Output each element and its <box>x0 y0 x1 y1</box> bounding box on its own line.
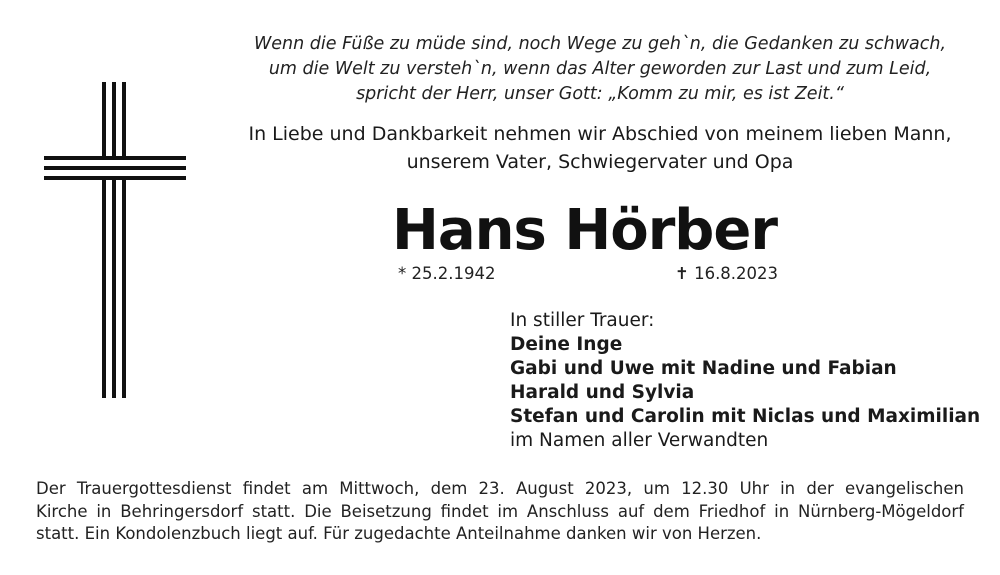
notice-line: statt. Ein Kondolenzbuch liegt auf. Für zugedachte Anteilnahme danken wir von Herzen. <box>36 524 762 543</box>
death-date: ✝ 16.8.2023 <box>675 264 779 283</box>
mourner-entry: Gabi und Uwe mit Nadine und Fabian <box>510 358 897 379</box>
poem-line: spricht der Herr, unser Gott: „Komm zu mir, es ist Zeit.“ <box>356 84 844 104</box>
cross-icon <box>40 82 190 402</box>
farewell-intro <box>200 120 1000 176</box>
service-notice <box>36 478 964 546</box>
notice-line: Kirche in Behringersdorf statt. Die Beisetzung findet im Anschluss auf dem Friedhof in Nürnberg-Mögeldorf <box>36 501 964 521</box>
mourner-entry: Deine Inge <box>510 334 623 355</box>
mourners-heading: In stiller Trauer: <box>510 310 655 331</box>
mourner-entry: Stefan und Carolin mit Niclas und Maximilian <box>510 406 981 427</box>
poem-verse <box>220 32 980 107</box>
poem-line: Wenn die Füße zu müde sind, noch Wege zu geh`n, die Gedanken zu schwach, <box>253 34 947 54</box>
birth-date: * 25.2.1942 <box>398 264 496 283</box>
mourners-list <box>510 309 980 453</box>
notice-line: Der Trauergottesdienst findet am Mittwoch, dem 23. August 2023, um 12.30 Uhr in der evangelischen <box>36 479 964 498</box>
mourners-closing: im Namen aller Verwandten <box>510 430 769 451</box>
mourner-entry: Harald und Sylvia <box>510 382 695 403</box>
deceased-name: Hans Hörber <box>392 198 777 263</box>
poem-line: um die Welt zu versteh`n, wenn das Alter geworden zur Last und zum Leid, <box>268 59 932 79</box>
intro-line: In Liebe und Dankbarkeit nehmen wir Abschied von meinem lieben Mann, <box>248 123 952 145</box>
intro-line: unserem Vater, Schwiegervater und Opa <box>406 151 794 173</box>
